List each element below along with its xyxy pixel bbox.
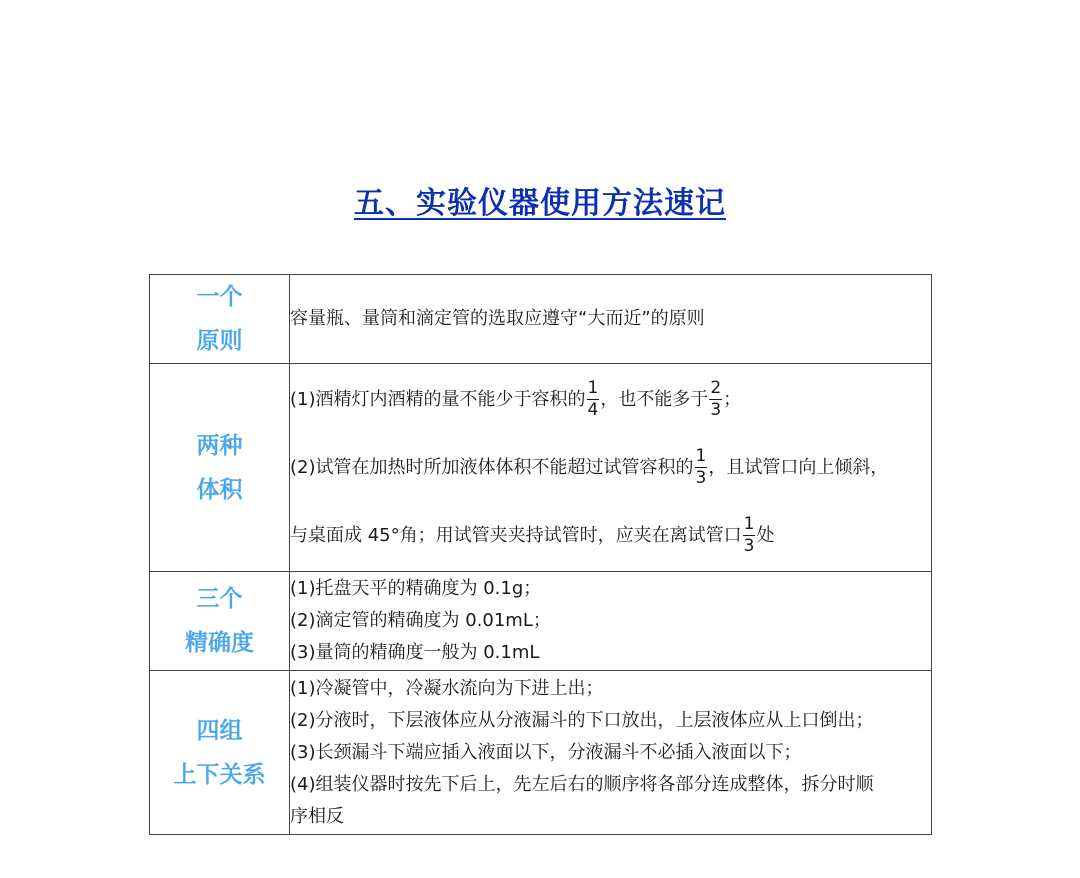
content-text: 处 bbox=[756, 524, 775, 546]
fraction-one-quarter bbox=[587, 378, 600, 421]
table-row-volumes bbox=[150, 364, 932, 572]
fraction-numerator: 1 bbox=[695, 446, 707, 466]
fraction-numerator: 1 bbox=[587, 378, 599, 398]
list-item: (3)量筒的精确度一般为 0.1mL bbox=[290, 642, 540, 663]
fraction-denominator: 4 bbox=[587, 400, 599, 420]
label-line: 一个 bbox=[196, 284, 243, 310]
content-line-1 bbox=[290, 366, 931, 434]
content-text: (1)酒精灯内酒精的量不能少于容积的 bbox=[290, 388, 586, 410]
fraction-numerator: 1 bbox=[743, 514, 755, 534]
fraction-one-third bbox=[695, 446, 708, 489]
memo-table bbox=[149, 274, 932, 835]
content-line-3 bbox=[290, 502, 931, 570]
label-line: 两种 bbox=[196, 432, 243, 459]
row-content-precision bbox=[290, 572, 932, 671]
row-label-precision bbox=[150, 572, 290, 671]
label-line: 体积 bbox=[196, 476, 243, 503]
fraction-one-third bbox=[743, 514, 756, 557]
list-item: (2)滴定管的精确度为 0.01mL； bbox=[290, 610, 551, 631]
label-line: 三个 bbox=[196, 586, 243, 612]
table-row-principle bbox=[150, 275, 932, 364]
page-title: 五、实验仪器使用方法速记 bbox=[354, 186, 726, 221]
list-item: (1)冷凝管中，冷凝水流向为下进上出； bbox=[290, 677, 604, 699]
label-line: 精确度 bbox=[185, 630, 254, 656]
fraction-denominator: 3 bbox=[695, 468, 707, 488]
list-item: (1)托盘天平的精确度为 0.1g； bbox=[290, 578, 542, 599]
row-content-volumes bbox=[290, 364, 932, 572]
list-item: (3)长颈漏斗下端应插入液面以下，分液漏斗不必插入液面以下； bbox=[290, 741, 802, 763]
fraction-denominator: 3 bbox=[743, 536, 755, 556]
content-text: 与桌面成 45°角；用试管夹夹持试管时，应夹在离试管口 bbox=[290, 524, 742, 546]
label-line: 四组 bbox=[196, 717, 243, 744]
row-label-volumes bbox=[150, 364, 290, 572]
fraction-denominator: 3 bbox=[710, 400, 722, 420]
list-item: (2)分液时，下层液体应从分液漏斗的下口放出，上层液体应从上口倒出； bbox=[290, 709, 874, 731]
table-row-precision bbox=[150, 572, 932, 671]
label-line: 上下关系 bbox=[173, 761, 266, 788]
content-text: ； bbox=[723, 388, 742, 410]
label-line: 原则 bbox=[196, 328, 243, 354]
row-content-updown bbox=[290, 671, 932, 835]
row-label-updown bbox=[150, 671, 290, 835]
fraction-numerator: 2 bbox=[710, 378, 722, 398]
content-text: 容量瓶、量筒和滴定管的选取应遵守“大而近”的原则 bbox=[290, 308, 705, 329]
list-item: (4)组装仪器时按先下后上，先左后右的顺序将各部分连成整体，拆分时顺 bbox=[290, 773, 874, 795]
fraction-two-thirds bbox=[709, 378, 722, 421]
content-line-2 bbox=[290, 434, 931, 502]
content-text: ，且试管口向上倾斜， bbox=[708, 456, 889, 478]
table-row-updown bbox=[150, 671, 932, 835]
row-label-principle bbox=[150, 275, 290, 364]
list-item: 序相反 bbox=[290, 805, 344, 827]
row-content-principle bbox=[290, 275, 932, 364]
content-text: ，也不能多于 bbox=[600, 388, 709, 410]
content-text: (2)试管在加热时所加液体体积不能超过试管容积的 bbox=[290, 456, 694, 478]
